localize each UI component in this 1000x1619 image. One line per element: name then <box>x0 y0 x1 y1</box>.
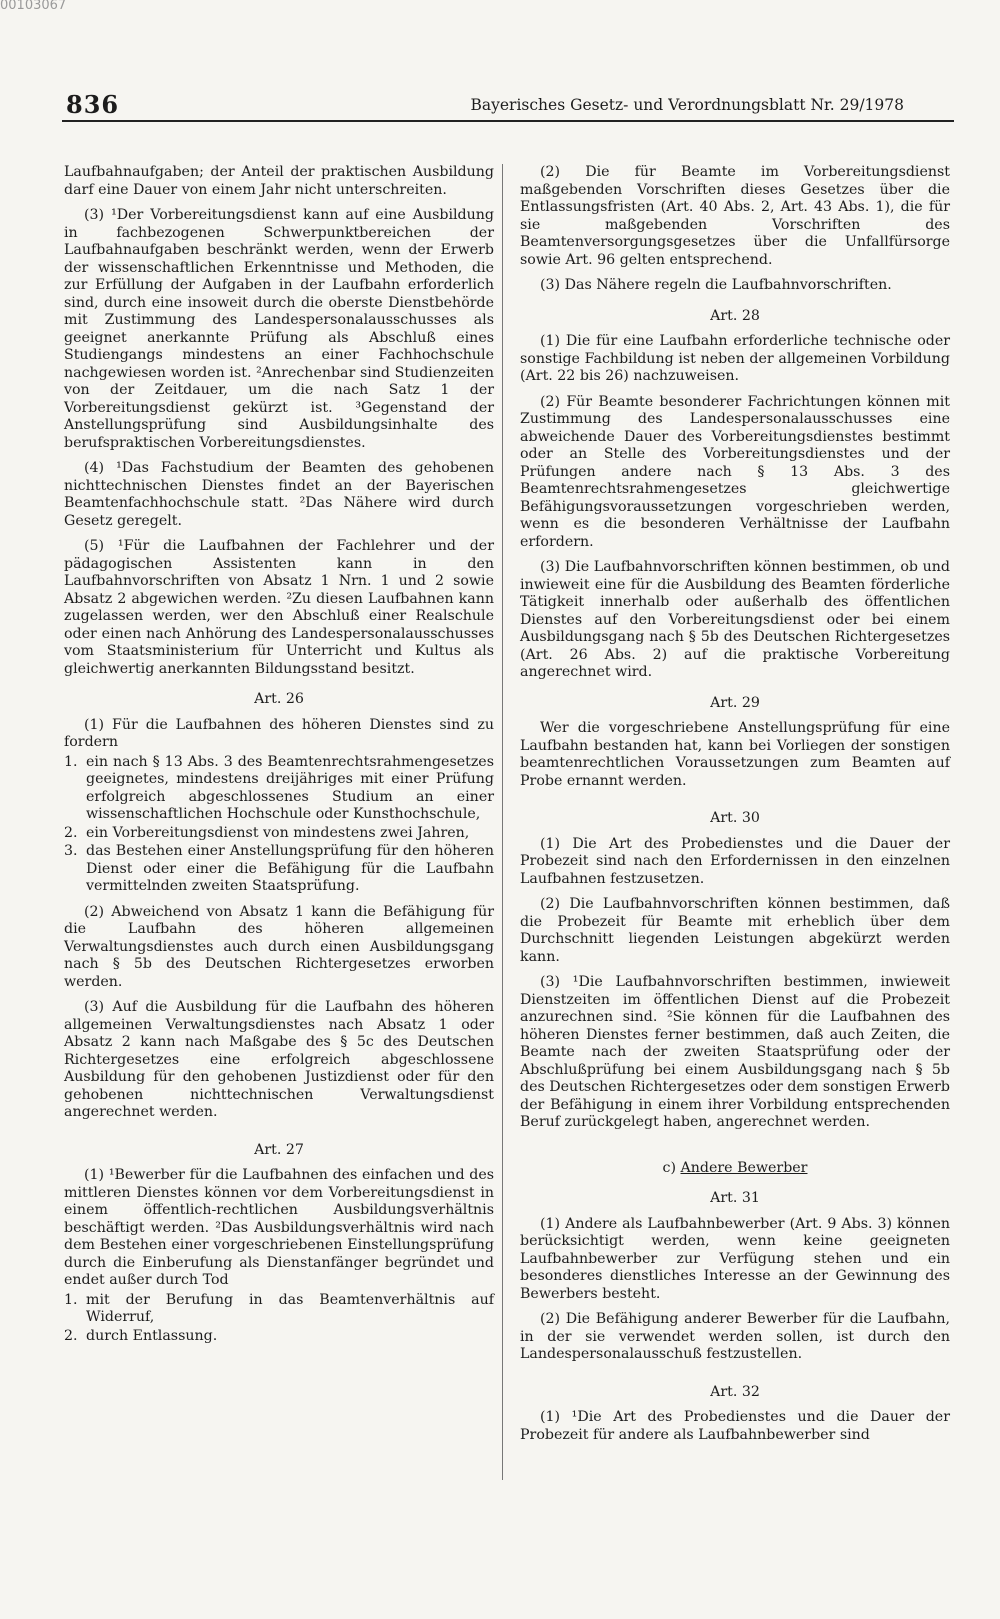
page-header <box>62 90 954 120</box>
article-heading: Art. 32 <box>710 1383 760 1400</box>
article-heading: Art. 26 <box>254 691 304 707</box>
list-item: 2. durch Entlassung. <box>64 1327 218 1344</box>
paragraph: (3) ¹Die Laufbahnvorschriften bestimmen, inwieweit Dienstzeiten im öffentlichen Dienst auf die Probezeit anzurechnen sind. ²Sie können für die Laufbahnen des höheren Dienstes ferner bestimmen, daß auch Zeiten, die Beamte nach der zweiten Staatsprüfung oder der Abschlußprüfung bei einem Ausbildungsgang nach § 5b des Deutschen Richtergesetzes oder dem sonstigen Erwerb der Befähigung in einem ihrer Vorbildung entsprechenden Beruf zurückgelegt haben, angerechnet werden. <box>520 974 950 1130</box>
list-item: 3. das Bestehen einer Anstellungsprüfung für den höheren Dienst oder einer die Befähigung für die Laufbahn vermittelnden zweiten Staatsprüfung. <box>64 843 494 894</box>
paragraph: (1) Die Art des Probedienstes und die Dauer der Probezeit sind nach den Erfordernissen in den einzelnen Laufbahnen festzusetzen. <box>520 835 950 887</box>
list-item: 1. mit der Berufung in das Beamtenverhältnis auf Widerruf, <box>64 1291 494 1325</box>
paragraph: (3) ¹Der Vorbereitungsdienst kann auf eine Ausbildung in fachbezogenen Schwerpunktbereichen der Laufbahnaufgaben beschränkt werden, wenn der Erwerb der wissenschaftlichen Erkenntnisse und Methoden, die zur Erfüllung der Aufgaben in der Laufbahn erforderlich sind, durch eine insoweit durch die oberste Dienstbehörde mit Zustimmung des Landespersonalausschusses als geeignet anerkannte Prüfung als Abschluß eines Studiengangs mindestens an einer Fachhochschule nachgewiesen worden ist. ²Anrechenbar sind Studienzeiten von der Zeitdauer, um die nach Satz 1 der Vorbereitungsdienst gekürzt ist. ³Gegenstand der Anstellungsprüfung sind Ausbildungsinhalte des berufspraktischen Vorbereitungsdienstes. <box>64 207 494 451</box>
paragraph: (3) Auf die Ausbildung für die Laufbahn des höheren allgemeinen Verwaltungsdienstes nach Absatz 1 oder Absatz 2 kann nach Maßgabe des § 5c des Deutschen Richtergesetzes eine erfolgreich abgeschlossene Ausbildung für den gehobenen Justizdienst oder für den gehobenen nichttechnischen Verwaltungsdienst angerechnet werden. <box>64 999 494 1120</box>
section-label: c) <box>662 1159 676 1176</box>
column-divider <box>502 164 503 1480</box>
article-heading: Art. 31 <box>710 1190 760 1206</box>
list-item: 1. ein nach § 13 Abs. 3 des Beamtenrechtsrahmengesetzes geeignetes, mindestens dreijähriges mit einer Prüfung erfolgreich abgeschlossenes Studium an einer wissenschaftlichen Hochschule oder Kunsthochschule, <box>64 753 494 822</box>
left-column <box>64 164 494 1353</box>
section-title: Andere Bewerber <box>680 1159 808 1176</box>
paragraph: (3) Das Nähere regeln die Laufbahnvorschriften. <box>540 277 892 293</box>
paragraph: (1) ¹Die Art des Probedienstes und die Dauer der Probezeit für andere als Laufbahnbewerber sind <box>520 1409 950 1443</box>
article-heading: Art. 27 <box>254 1141 304 1158</box>
paragraph: (2) Die für Beamte im Vorbereitungsdienst maßgebenden Vorschriften dieses Gesetzes über die Entlassungsfristen (Art. 40 Abs. 2, Art. 43 Abs. 1), die für sie maßgebenden Vorschriften des Beamtenversorgungsgesetzes über die Unfallfürsorge sowie Art. 96 gelten entsprechend. <box>520 164 950 268</box>
paragraph: (2) Abweichend von Absatz 1 kann die Befähigung für die Laufbahn des höheren allgemeinen Verwaltungsdienstes auch durch einen Ausbildungsgang nach § 5b des Deutschen Richtergesetzes erworben werden. <box>64 903 494 990</box>
article-heading: Art. 29 <box>710 694 760 711</box>
corner-stamp: 00103067 <box>0 0 67 13</box>
list-item: 2. ein Vorbereitungsdienst von mindestens zwei Jahren, <box>64 824 470 841</box>
article-heading: Art. 28 <box>710 307 760 324</box>
header-rule <box>62 120 954 122</box>
section-heading <box>520 1160 950 1178</box>
paragraph: Laufbahnaufgaben; der Anteil der praktischen Ausbildung darf eine Dauer von einem Jahr nicht unterschreiten. <box>64 164 494 198</box>
paragraph: (2) Für Beamte besonderer Fachrichtungen können mit Zustimmung des Landespersonalausschusses eine abweichende Dauer des Vorbereitungsdienstes bestimmt oder an Stelle des Vorbereitungsdienstes und der Prüfungen andere nach § 13 Abs. 3 des Beamtenrechtsrahmengesetzes gleichwertige Befähigungsvoraussetzungen vorgeschrieben werden, wenn es die besonderen Verhältnisse der Laufbahn erfordern. <box>520 393 950 550</box>
running-title: Bayerisches Gesetz- und Verordnungsblatt Nr. 29/1978 <box>470 96 904 114</box>
enumeration <box>64 754 494 896</box>
paragraph: (5) ¹Für die Laufbahnen der Fachlehrer und der pädagogischen Assistenten kann in den Laufbahnvorschriften von Absatz 1 Nrn. 1 und 2 sowie Absatz 2 abgewichen werden. ²Zu diesen Laufbahnen kann zugelassen werden, wer den Abschluß einer Realschule oder einen nach Anhörung des Landespersonalausschusses vom Staatsministerium für Unterricht und Kultus als gleichwertig anerkannten Bildungsstand besitzt. <box>64 538 494 677</box>
right-column <box>520 164 950 1452</box>
paragraph: Wer die vorgeschriebene Anstellungsprüfung für eine Laufbahn bestanden hat, kann bei Vorliegen der sonstigen beamtenrechtlichen Voraussetzungen zum Beamten auf Probe ernannt werden. <box>520 720 950 789</box>
paragraph: (1) Die für eine Laufbahn erforderliche technische oder sonstige Fachbildung ist neben der allgemeinen Vorbildung (Art. 22 bis 26) nachzuweisen. <box>520 333 950 384</box>
paragraph: (4) ¹Das Fachstudium der Beamten des gehobenen nichttechnischen Dienstes findet an der Bayerischen Beamtenfachhochschule statt. ²Das Nähere wird durch Gesetz geregelt. <box>64 460 494 529</box>
paragraph: (2) Die Laufbahnvorschriften können bestimmen, daß die Probezeit für Beamte mit erheblich über dem Durchschnitt liegenden Leistungen abgekürzt werden kann. <box>520 896 950 965</box>
paragraph: (2) Die Befähigung anderer Bewerber für die Laufbahn, in der sie verwendet werden sollen, ist durch den Landespersonalausschuß festzustellen. <box>520 1311 950 1362</box>
paragraph: (1) ¹Bewerber für die Laufbahnen des einfachen und des mittleren Dienstes können vor dem Vorbereitungsdienst in einem öffentlich-rechtlichen Ausbildungsverhältnis beschäftigt werden. ²Das Ausbildungsverhältnis wird nach dem Bestehen einer vorgeschriebenen Einstellungsprüfung durch die Einberufung als Dienstanfänger begründet und endet außer durch Tod <box>64 1167 494 1288</box>
enumeration <box>64 1292 494 1346</box>
page-number: 836 <box>66 90 120 119</box>
paragraph: (1) Für die Laufbahnen des höheren Dienstes sind zu fordern <box>64 716 494 750</box>
paragraph: (1) Andere als Laufbahnbewerber (Art. 9 Abs. 3) können berücksichtigt werden, wenn keine geeigneten Laufbahnbewerber zur Verfügung stehen und ein besonderes dienstliches Interesse an der Gewinnung des Bewerbers besteht. <box>520 1215 950 1302</box>
article-heading: Art. 30 <box>710 810 760 826</box>
paragraph: (3) Die Laufbahnvorschriften können bestimmen, ob und inwieweit eine für die Ausbildung des Beamten förderliche Tätigkeit innerhalb oder außerhalb des öffentlichen Dienstes auf den Vorbereitungsdienst oder bei einem Ausbildungsgang nach § 5b des Deutschen Richtergesetzes (Art. 26 Abs. 2) auf die praktische Vorbereitung angerechnet wird. <box>520 559 950 680</box>
